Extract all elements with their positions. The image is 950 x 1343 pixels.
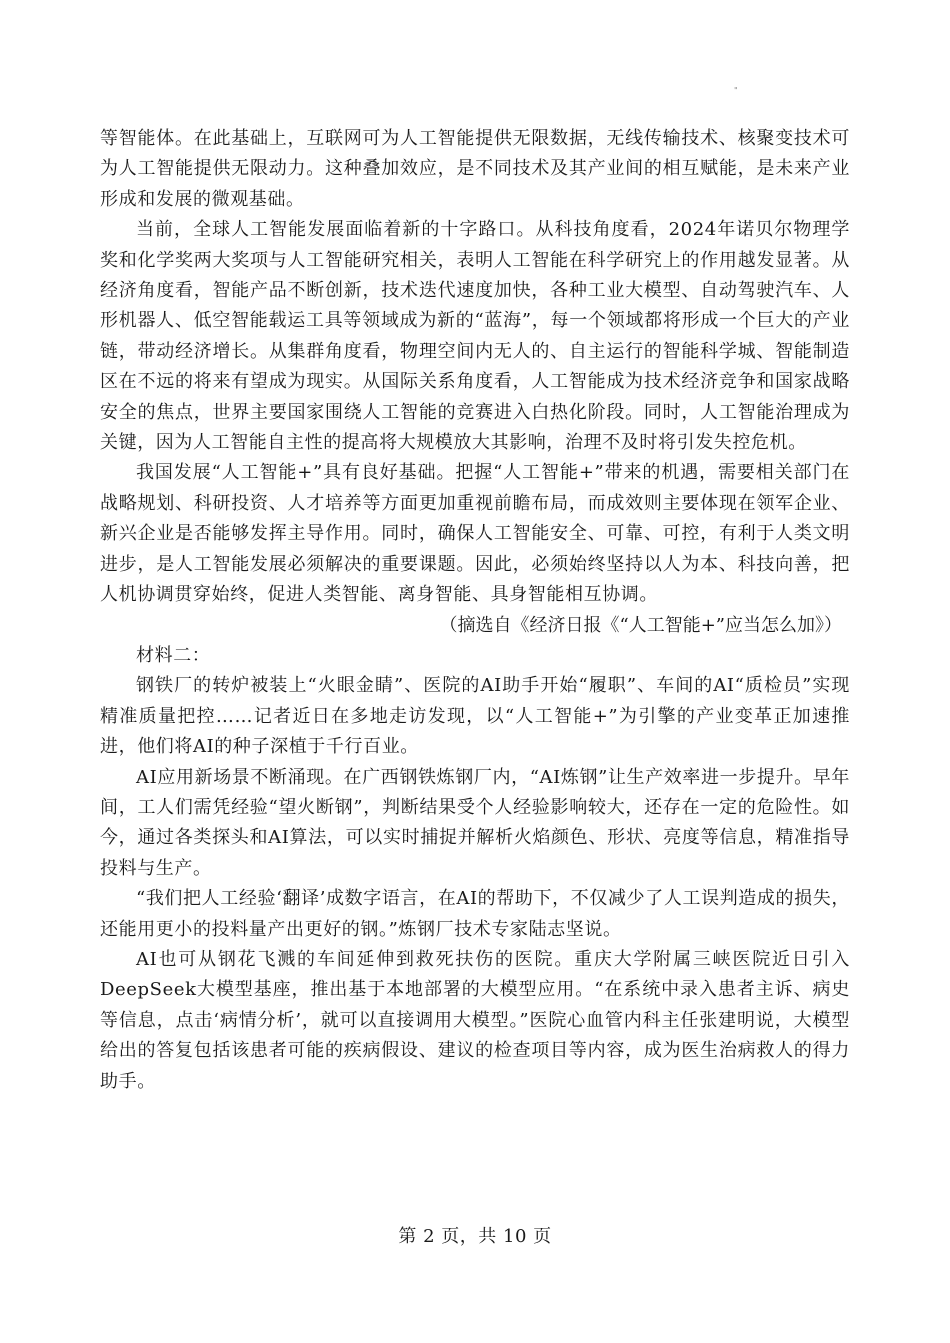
corner-mark: " (734, 86, 738, 95)
article-body (100, 124, 850, 1097)
page-number-footer: 第 2 页，共 10 页 (398, 1226, 552, 1247)
material-two-heading: 材料二： (136, 644, 211, 666)
paragraph-ai-crossroads: 当前，全球人工智能发展面临着新的十字路口。从科技角度看，2024年诺贝尔物理学奖和化学奖两大奖项与人工智能研究相关，表明人工智能在科学研究上的作用越发显著。从经济角度看，智能产品不断创新，技术迭代速度加快，各种工业大模型、自动驾驶汽车、人形机器人、低空智能载运工具等领域成为新的“蓝海”，每一个领域都将形成一个巨大的产业链，带动经济增长。从集群角度看，物理空间内无人的、自主运行的智能科学城、智能制造区在不远的将来有望成为现实。从国际关系角度看，人工智能成为技术经济竞争和国家战略安全的焦点，世界主要国家围绕人工智能的竞赛进入白热化阶段。同时，人工智能治理成为关键，因为人工智能自主性的提高将大规模放大其影响，治理不及时将引发失控危机。 (100, 219, 850, 454)
paragraph-ai-steelmaking: AI应用新场景不断涌现。在广西钢铁炼钢厂内，“AI炼钢”让生产效率进一步提升。早年间，工人们需凭经验“望火断钢”，判断结果受个人经验影响较大，还存在一定的危险性。如今，通过各类探头和AI算法，可以实时捕捉并解析火焰颜色、形状、亮度等信息，精准指导投料与生产。 (100, 766, 850, 879)
paragraph-industry-transformation: 钢铁厂的转炉被装上“火眼金睛”、医院的AI助手开始“履职”、车间的AI“质检员”实现精准质量把控……记者近日在多地走访发现，以“人工智能+”为引擎的产业变革正加速推进，他们将AI的种子深植于千行百业。 (100, 675, 850, 758)
paragraph-expert-quote: “我们把人工经验‘翻译’成数字语言，在AI的帮助下，不仅减少了人工误判造成的损失，还能用更小的投料量产出更好的钢。”炼钢厂技术专家陆志坚说。 (100, 888, 850, 940)
paragraph-ai-hospital: AI也可从钢花飞溅的车间延伸到救死扶伤的医院。重庆大学附属三峡医院近日引入DeepSeek大模型基座，推出基于本地部署的大模型应用。“在系统中录入患者主诉、病史等信息，点击‘病情分析’，就可以直接调用大模型。”医院心血管内科主任张建明说，大模型给出的答复包括该患者可能的疾病假设、建议的检查项目等内容，成为医生治病救人的得力助手。 (100, 948, 850, 1092)
paragraph-continuation: 等智能体。在此基础上，互联网可为人工智能提供无限数据，无线传输技术、核聚变技术可为人工智能提供无限动力。这种叠加效应，是不同技术及其产业间的相互赋能，是未来产业形成和发展的微观基础。 (100, 128, 850, 210)
paragraph-china-development: 我国发展“人工智能+”具有良好基础。把握“人工智能+”带来的机遇，需要相关部门在战略规划、科研投资、人才培养等方面更加重视前瞻布局，而成效则主要体现在领军企业、新兴企业是否能够发挥主导作用。同时，确保人工智能安全、可靠、可控，有利于人类文明进步，是人工智能发展必须解决的重要课题。因此，必须始终坚持以人为本、科技向善，把人机协调贯穿始终，促进人类智能、离身智能、具身智能相互协调。 (100, 462, 850, 606)
source-citation: （摘选自《经济日报《“人工智能+”应当怎么加》） (439, 614, 842, 636)
